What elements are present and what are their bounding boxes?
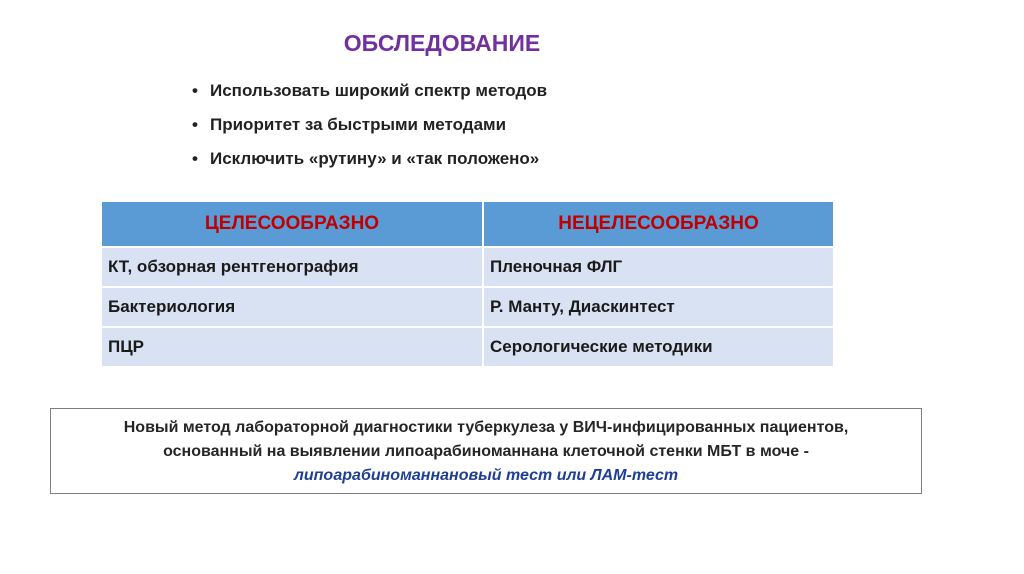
table-header-row bbox=[101, 201, 834, 247]
note-box bbox=[50, 408, 922, 494]
table-cell: Пленочная ФЛГ bbox=[483, 247, 834, 287]
table-cell: Бактериология bbox=[101, 287, 483, 327]
bullet-list bbox=[192, 78, 547, 180]
table-row bbox=[101, 247, 834, 287]
bullet-item bbox=[192, 146, 547, 180]
bullet-marker: • bbox=[192, 115, 198, 134]
table-row bbox=[101, 327, 834, 367]
bullet-text: Исключить «рутину» и «так положено» bbox=[210, 149, 540, 168]
bullet-text: Использовать широкий спектр методов bbox=[210, 81, 548, 100]
table-cell: Р. Манту, Диаскинтест bbox=[483, 287, 834, 327]
table-cell: ПЦР bbox=[101, 327, 483, 367]
methods-table bbox=[100, 200, 835, 368]
table-row bbox=[101, 287, 834, 327]
header-appropriate: ЦЕЛЕСООБРАЗНО bbox=[101, 201, 483, 247]
table-cell: КТ, обзорная рентгенография bbox=[101, 247, 483, 287]
header-inappropriate: НЕЦЕЛЕСООБРАЗНО bbox=[483, 201, 834, 247]
bullet-item bbox=[192, 78, 547, 112]
bullet-marker: • bbox=[192, 149, 198, 168]
bullet-item bbox=[192, 112, 547, 146]
table-cell: Серологические методики bbox=[483, 327, 834, 367]
bullet-text: Приоритет за быстрыми методами bbox=[210, 115, 507, 134]
note-line: основанный на выявлении липоарабиноманнана клеточной стенки МБТ в моче - bbox=[163, 443, 809, 460]
bullet-marker: • bbox=[192, 81, 198, 100]
slide-title: ОБСЛЕДОВАНИЕ bbox=[343, 30, 541, 56]
note-emphasis: липоарабиноманнановый тест или ЛАМ-тест bbox=[293, 467, 679, 484]
note-line: Новый метод лабораторной диагностики туберкулеза у ВИЧ-инфицированных пациентов, bbox=[123, 419, 849, 436]
